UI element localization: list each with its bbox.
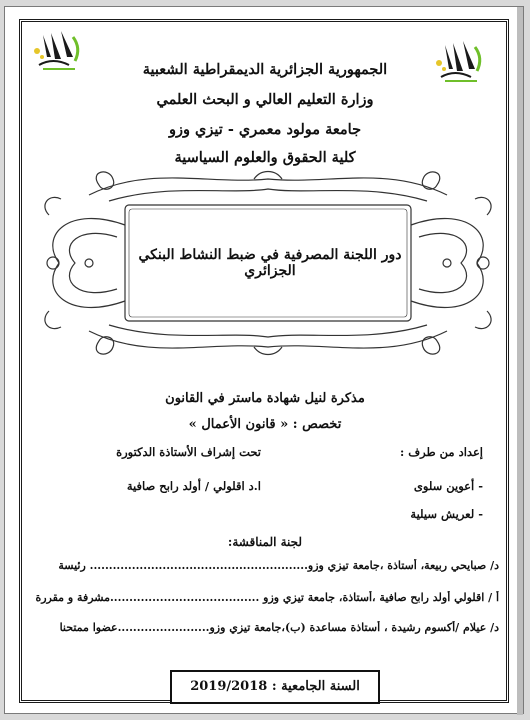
supervisor-name: ا.د اقلولي / أولد رابح صافية — [126, 479, 261, 493]
committee-label: لجنة المناقشة: — [227, 535, 303, 549]
student-name: - أعوين سلوى — [413, 479, 483, 493]
thesis-title: دور اللجنة المصرفية في ضبط النشاط البنكي الجزائري — [138, 247, 402, 279]
academic-year-box: السنة الجامعية : 2019/2018 — [170, 670, 380, 704]
republic-name: الجمهورية الجزائرية الديمقراطية الشعبية — [142, 61, 388, 78]
committee-member: د/ صبايحي ربيعة، أستاذة ،جامعة تيزي وزو......................................................... رئيسة — [58, 559, 499, 572]
degree-statement: مذكرة لنيل شهادة ماستر في القانون — [165, 391, 365, 406]
supervisor-label: تحت إشراف الأستاذة الدكتورة — [116, 445, 261, 459]
specialty-statement: تخصص : « قانون الأعمال » — [188, 417, 342, 432]
student-name: - لعريش سيلية — [410, 507, 483, 521]
prepared-by-label: إعداد من طرف : — [400, 445, 483, 459]
university-name: جامعة مولود معمري - تيزي وزو — [168, 121, 362, 138]
committee-member: د/ عيلام /أكسوم رشيدة ، أستاذة مساعدة (ب)،جامعة تيزي وزو........................عضوا ممتحنا — [59, 621, 499, 634]
committee-member: أ / اقلولي أولد رابح صافية ،أستاذة، جامعة تيزي وزو .......................................مشرفة و مقررة — [35, 591, 499, 604]
ministry-name: وزارة التعليم العالي و البحث العلمي — [156, 91, 374, 108]
university-logo-icon — [29, 27, 87, 87]
page-shadow — [517, 7, 523, 715]
document-page — [4, 6, 524, 714]
faculty-name: كلية الحقوق والعلوم السياسية — [174, 149, 356, 166]
